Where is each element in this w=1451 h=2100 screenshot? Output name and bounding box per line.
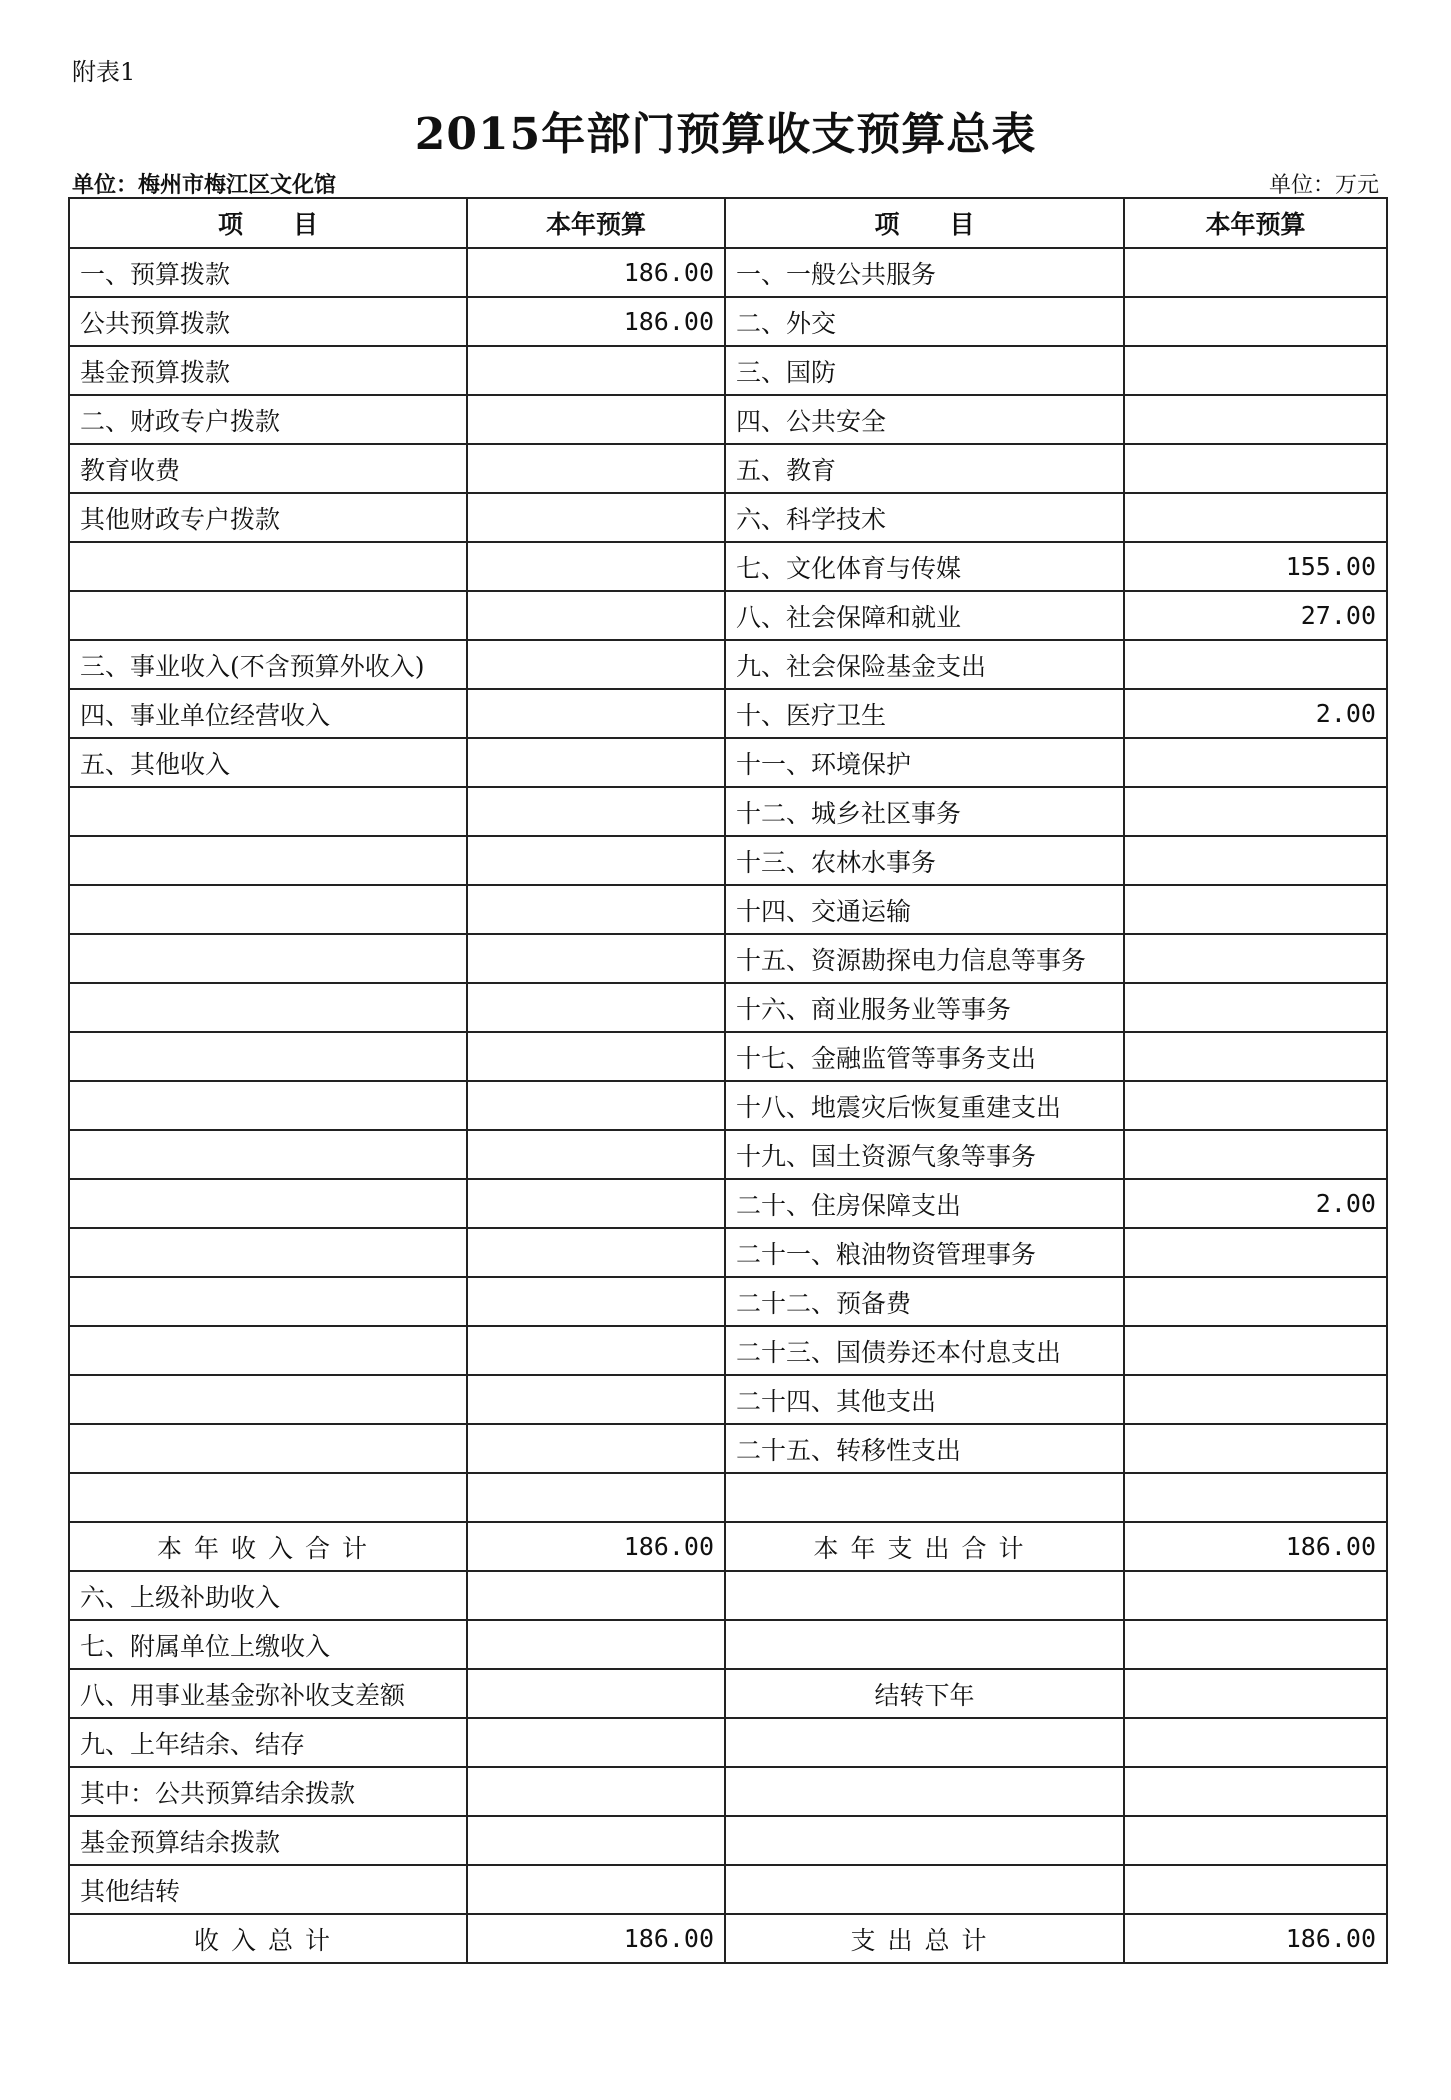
table-body bbox=[69, 248, 1387, 1963]
expense-item-cell bbox=[725, 1767, 1124, 1816]
table-row bbox=[69, 1571, 1387, 1620]
expense-budget-cell: 155.00 bbox=[1124, 542, 1387, 591]
expense-item-cell: 二十三、国债券还本付息支出 bbox=[725, 1326, 1124, 1375]
income-budget-cell: 186.00 bbox=[467, 1522, 725, 1571]
expense-budget-cell bbox=[1124, 1669, 1387, 1718]
table-row bbox=[69, 1816, 1387, 1865]
table-row bbox=[69, 248, 1387, 297]
expense-item-cell: 十八、地震灾后恢复重建支出 bbox=[725, 1081, 1124, 1130]
expense-item-cell: 二十、住房保障支出 bbox=[725, 1179, 1124, 1228]
table-row bbox=[69, 983, 1387, 1032]
table-row bbox=[69, 1326, 1387, 1375]
income-item-cell: 基金预算拨款 bbox=[69, 346, 467, 395]
income-budget-cell bbox=[467, 493, 725, 542]
table-row bbox=[69, 836, 1387, 885]
expense-budget-cell bbox=[1124, 1081, 1387, 1130]
expense-budget-cell bbox=[1124, 1473, 1387, 1522]
income-budget-cell bbox=[467, 1816, 725, 1865]
expense-item-cell: 二十五、转移性支出 bbox=[725, 1424, 1124, 1473]
table-row bbox=[69, 1277, 1387, 1326]
income-item-cell bbox=[69, 591, 467, 640]
table-row bbox=[69, 1424, 1387, 1473]
table-row bbox=[69, 1620, 1387, 1669]
table-row bbox=[69, 1669, 1387, 1718]
expense-item-cell bbox=[725, 1620, 1124, 1669]
income-budget-cell bbox=[467, 591, 725, 640]
income-item-cell bbox=[69, 1277, 467, 1326]
table-row bbox=[69, 297, 1387, 346]
expense-item-cell bbox=[725, 1473, 1124, 1522]
income-budget-cell bbox=[467, 1277, 725, 1326]
income-item-cell bbox=[69, 1424, 467, 1473]
income-budget-cell bbox=[467, 346, 725, 395]
expense-budget-cell bbox=[1124, 1032, 1387, 1081]
expense-budget-cell bbox=[1124, 1130, 1387, 1179]
expense-budget-cell: 2.00 bbox=[1124, 1179, 1387, 1228]
table-header-row bbox=[69, 198, 1387, 248]
expense-budget-cell bbox=[1124, 1571, 1387, 1620]
income-budget-cell bbox=[467, 444, 725, 493]
table-row bbox=[69, 346, 1387, 395]
income-item-cell bbox=[69, 1032, 467, 1081]
expense-item-cell: 二十四、其他支出 bbox=[725, 1375, 1124, 1424]
income-budget-cell bbox=[467, 787, 725, 836]
table-row bbox=[69, 787, 1387, 836]
expense-budget-cell bbox=[1124, 1326, 1387, 1375]
expense-item-cell: 六、科学技术 bbox=[725, 493, 1124, 542]
expense-budget-cell bbox=[1124, 346, 1387, 395]
income-item-cell: 其他财政专户拨款 bbox=[69, 493, 467, 542]
table-row bbox=[69, 885, 1387, 934]
income-budget-cell bbox=[467, 1669, 725, 1718]
income-item-cell: 二、财政专户拨款 bbox=[69, 395, 467, 444]
expense-budget-cell bbox=[1124, 934, 1387, 983]
expense-item-cell: 十二、城乡社区事务 bbox=[725, 787, 1124, 836]
expense-item-cell: 二十二、预备费 bbox=[725, 1277, 1124, 1326]
unit-organization: 单位：梅州市梅江区文化馆 bbox=[72, 172, 337, 198]
income-budget-cell bbox=[467, 1767, 725, 1816]
income-budget-cell bbox=[467, 983, 725, 1032]
header-expense-budget: 本年预算 bbox=[1124, 198, 1387, 248]
income-item-cell: 一、预算拨款 bbox=[69, 248, 467, 297]
table-row bbox=[69, 395, 1387, 444]
income-budget-cell bbox=[467, 542, 725, 591]
expense-item-cell: 十七、金融监管等事务支出 bbox=[725, 1032, 1124, 1081]
income-item-cell bbox=[69, 934, 467, 983]
table-row bbox=[69, 1914, 1387, 1963]
income-budget-cell bbox=[467, 934, 725, 983]
table-row bbox=[69, 1473, 1387, 1522]
income-budget-cell bbox=[467, 1424, 725, 1473]
table-row bbox=[69, 1179, 1387, 1228]
income-item-cell bbox=[69, 1228, 467, 1277]
table-row bbox=[69, 1032, 1387, 1081]
table-row bbox=[69, 640, 1387, 689]
income-budget-cell bbox=[467, 1718, 725, 1767]
expense-budget-cell bbox=[1124, 640, 1387, 689]
expense-budget-cell bbox=[1124, 787, 1387, 836]
expense-item-cell: 结转下年 bbox=[725, 1669, 1124, 1718]
table-row bbox=[69, 542, 1387, 591]
attachment-label: 附表1 bbox=[72, 58, 136, 86]
expense-budget-cell bbox=[1124, 1816, 1387, 1865]
income-budget-cell bbox=[467, 1620, 725, 1669]
income-item-cell bbox=[69, 1473, 467, 1522]
income-budget-cell bbox=[467, 640, 725, 689]
expense-item-cell bbox=[725, 1865, 1124, 1914]
expense-item-cell: 七、文化体育与传媒 bbox=[725, 542, 1124, 591]
income-item-cell: 本年收入合计 bbox=[69, 1522, 467, 1571]
expense-item-cell: 本年支出合计 bbox=[725, 1522, 1124, 1571]
income-budget-cell: 186.00 bbox=[467, 1914, 725, 1963]
income-item-cell: 八、用事业基金弥补收支差额 bbox=[69, 1669, 467, 1718]
income-item-cell bbox=[69, 1081, 467, 1130]
header-income-budget: 本年预算 bbox=[467, 198, 725, 248]
expense-budget-cell bbox=[1124, 836, 1387, 885]
expense-budget-cell bbox=[1124, 395, 1387, 444]
income-item-cell: 基金预算结余拨款 bbox=[69, 1816, 467, 1865]
income-item-cell: 三、事业收入(不含预算外收入) bbox=[69, 640, 467, 689]
expense-budget-cell bbox=[1124, 1228, 1387, 1277]
table-row bbox=[69, 934, 1387, 983]
expense-item-cell bbox=[725, 1718, 1124, 1767]
income-item-cell: 教育收费 bbox=[69, 444, 467, 493]
unit-currency: 单位：万元 bbox=[1268, 173, 1379, 198]
expense-budget-cell: 2.00 bbox=[1124, 689, 1387, 738]
expense-item-cell bbox=[725, 1571, 1124, 1620]
income-budget-cell bbox=[467, 395, 725, 444]
expense-budget-cell: 186.00 bbox=[1124, 1914, 1387, 1963]
expense-item-cell: 十、医疗卫生 bbox=[725, 689, 1124, 738]
expense-item-cell: 十三、农林水事务 bbox=[725, 836, 1124, 885]
table-row bbox=[69, 1228, 1387, 1277]
income-budget-cell: 186.00 bbox=[467, 297, 725, 346]
expense-budget-cell bbox=[1124, 738, 1387, 787]
table-row bbox=[69, 689, 1387, 738]
income-budget-cell bbox=[467, 738, 725, 787]
table-row bbox=[69, 738, 1387, 787]
income-item-cell bbox=[69, 787, 467, 836]
expense-item-cell: 八、社会保障和就业 bbox=[725, 591, 1124, 640]
table-row bbox=[69, 444, 1387, 493]
table-row bbox=[69, 1375, 1387, 1424]
expense-budget-cell: 27.00 bbox=[1124, 591, 1387, 640]
income-budget-cell bbox=[467, 1179, 725, 1228]
expense-budget-cell bbox=[1124, 983, 1387, 1032]
expense-budget-cell bbox=[1124, 1767, 1387, 1816]
header-income-item: 项 目 bbox=[69, 198, 467, 248]
expense-budget-cell bbox=[1124, 885, 1387, 934]
income-budget-cell bbox=[467, 1326, 725, 1375]
expense-item-cell: 一、一般公共服务 bbox=[725, 248, 1124, 297]
table-row bbox=[69, 1081, 1387, 1130]
income-budget-cell bbox=[467, 836, 725, 885]
income-budget-cell bbox=[467, 1375, 725, 1424]
expense-item-cell: 十一、环境保护 bbox=[725, 738, 1124, 787]
table-row bbox=[69, 1865, 1387, 1914]
expense-item-cell bbox=[725, 1816, 1124, 1865]
income-budget-cell bbox=[467, 1130, 725, 1179]
table-row bbox=[69, 1767, 1387, 1816]
income-budget-cell bbox=[467, 1865, 725, 1914]
expense-item-cell: 九、社会保险基金支出 bbox=[725, 640, 1124, 689]
income-item-cell: 收入总计 bbox=[69, 1914, 467, 1963]
expense-item-cell: 四、公共安全 bbox=[725, 395, 1124, 444]
table-row bbox=[69, 1522, 1387, 1571]
expense-item-cell: 二十一、粮油物资管理事务 bbox=[725, 1228, 1124, 1277]
income-item-cell: 九、上年结余、结存 bbox=[69, 1718, 467, 1767]
expense-item-cell: 十九、国土资源气象等事务 bbox=[725, 1130, 1124, 1179]
income-item-cell: 六、上级补助收入 bbox=[69, 1571, 467, 1620]
expense-budget-cell bbox=[1124, 1424, 1387, 1473]
income-item-cell: 其中：公共预算结余拨款 bbox=[69, 1767, 467, 1816]
income-budget-cell bbox=[467, 1081, 725, 1130]
expense-item-cell: 三、国防 bbox=[725, 346, 1124, 395]
expense-budget-cell bbox=[1124, 444, 1387, 493]
income-budget-cell bbox=[467, 689, 725, 738]
income-budget-cell: 186.00 bbox=[467, 248, 725, 297]
income-item-cell bbox=[69, 836, 467, 885]
income-item-cell: 七、附属单位上缴收入 bbox=[69, 1620, 467, 1669]
header-expense-item: 项 目 bbox=[725, 198, 1124, 248]
income-item-cell: 公共预算拨款 bbox=[69, 297, 467, 346]
income-item-cell bbox=[69, 542, 467, 591]
income-budget-cell bbox=[467, 1473, 725, 1522]
expense-budget-cell bbox=[1124, 1277, 1387, 1326]
expense-item-cell: 十四、交通运输 bbox=[725, 885, 1124, 934]
expense-item-cell: 五、教育 bbox=[725, 444, 1124, 493]
income-item-cell: 其他结转 bbox=[69, 1865, 467, 1914]
expense-budget-cell bbox=[1124, 1375, 1387, 1424]
income-item-cell: 五、其他收入 bbox=[69, 738, 467, 787]
income-item-cell bbox=[69, 1375, 467, 1424]
expense-budget-cell bbox=[1124, 493, 1387, 542]
table-row bbox=[69, 1718, 1387, 1767]
expense-budget-cell: 186.00 bbox=[1124, 1522, 1387, 1571]
expense-budget-cell bbox=[1124, 297, 1387, 346]
income-budget-cell bbox=[467, 885, 725, 934]
page-title: 2015年部门预算收支预算总表 bbox=[414, 109, 1037, 160]
expense-item-cell: 支出总计 bbox=[725, 1914, 1124, 1963]
expense-budget-cell bbox=[1124, 1620, 1387, 1669]
income-item-cell bbox=[69, 983, 467, 1032]
expense-item-cell: 二、外交 bbox=[725, 297, 1124, 346]
income-item-cell: 四、事业单位经营收入 bbox=[69, 689, 467, 738]
table-row bbox=[69, 493, 1387, 542]
expense-budget-cell bbox=[1124, 248, 1387, 297]
income-budget-cell bbox=[467, 1032, 725, 1081]
table-row bbox=[69, 591, 1387, 640]
expense-item-cell: 十六、商业服务业等事务 bbox=[725, 983, 1124, 1032]
expense-budget-cell bbox=[1124, 1718, 1387, 1767]
income-item-cell bbox=[69, 1179, 467, 1228]
income-item-cell bbox=[69, 1326, 467, 1375]
table-row bbox=[69, 1130, 1387, 1179]
expense-budget-cell bbox=[1124, 1865, 1387, 1914]
expense-item-cell: 十五、资源勘探电力信息等事务 bbox=[725, 934, 1124, 983]
income-budget-cell bbox=[467, 1571, 725, 1620]
budget-table bbox=[68, 197, 1388, 1964]
income-item-cell bbox=[69, 885, 467, 934]
income-budget-cell bbox=[467, 1228, 725, 1277]
income-item-cell bbox=[69, 1130, 467, 1179]
